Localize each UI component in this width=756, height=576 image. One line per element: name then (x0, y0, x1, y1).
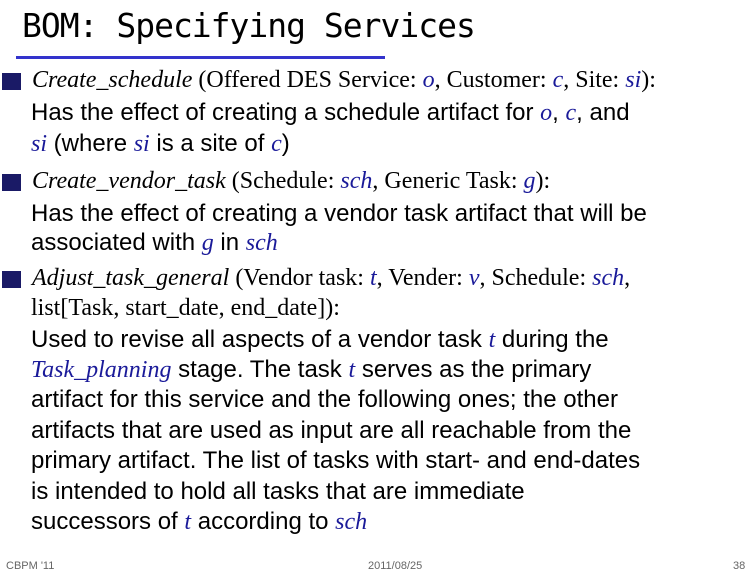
item-3-signature-line-2: list[Task, start_date, end_date]): (31, 295, 340, 321)
item-3-description-line-6: is intended to hold all tasks that are immediate (31, 478, 525, 505)
item-2-description-line-2: associated with g in sch (31, 229, 278, 256)
footer-date: 2011/08/25 (368, 560, 423, 572)
item-1-signature: Create_schedule (Offered DES Service: o, Customer: c, Site: si): (32, 67, 656, 93)
bullet-icon (2, 73, 21, 90)
footer-page-number: 38 (733, 560, 746, 572)
item-3-description-line-5: primary artifact. The list of tasks with start- and end-dates (31, 447, 641, 474)
item-3-description-line-4: artifacts that are used as input are all reachable from the (31, 417, 632, 444)
bullet-icon (2, 271, 21, 288)
item-3-description-line-2: Task_planning stage. The task t serves as the primary (31, 356, 592, 383)
item-1-description-line-2: si (where si is a site of c) (31, 130, 290, 157)
item-2-description-line-1: Has the effect of creating a vendor task artifact that will be (31, 200, 647, 227)
slide-title: BOM: Specifying Services (22, 6, 475, 45)
item-3-description-line-1: Used to revise all aspects of a vendor task t during the (31, 326, 609, 353)
item-3-description-line-3: artifact for this service and the following ones; the other (31, 386, 618, 413)
item-3-description-line-7: successors of t according to sch (31, 508, 368, 535)
bullet-icon (2, 174, 21, 191)
title-underline (16, 56, 385, 59)
item-3-signature: Adjust_task_general (Vendor task: t, Vender: v, Schedule: sch, (32, 265, 631, 291)
footer-conference: CBPM '11 (6, 560, 55, 572)
item-1-description-line-1: Has the effect of creating a schedule artifact for o, c, and (31, 99, 630, 126)
item-2-signature: Create_vendor_task (Schedule: sch, Generic Task: g): (32, 168, 551, 194)
